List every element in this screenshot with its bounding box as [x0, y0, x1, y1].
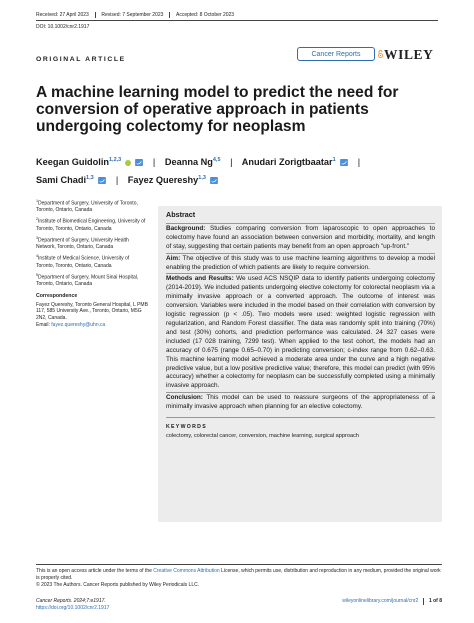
open-access-icon	[378, 50, 383, 58]
abstract-aim	[166, 255, 435, 273]
footer-left	[36, 598, 109, 612]
article-title: A machine learning model to predict the need for conversion of operative approach in patients undergoing colectomy for neoplasm	[36, 84, 399, 135]
affiliation-number: 1	[36, 199, 38, 203]
abstract-heading: Abstract	[166, 210, 196, 219]
affiliation-text: Department of Surgery, Mount Sinai Hospital, Toronto, Ontario, Canada	[36, 274, 139, 287]
page-footer	[36, 598, 442, 612]
abstract-text: The objective of this study was to use machine learning algorithms to develop a model enabling the prediction of which patients are likely to require conversion.	[166, 254, 435, 271]
license-text: License, which permits use, distribution and reproduction in any medium, provided the original work is properly cited.	[36, 568, 441, 581]
license-link[interactable]: Creative Commons Attribution	[153, 568, 220, 574]
journal-badge[interactable]	[297, 47, 375, 61]
affiliation-number: 2	[36, 217, 38, 222]
twitter-icon[interactable]	[340, 159, 348, 166]
correspondence-email-link[interactable]: fayez.quereshy@uhn.ca	[51, 321, 106, 328]
revised-date: Revised: 7 September 2023	[101, 12, 164, 18]
affiliation-text: Department of Surgery, University Health Network, Toronto, Ontario, Canada	[36, 237, 129, 251]
author-name[interactable]: Fayez Quereshy	[127, 175, 199, 186]
author-name[interactable]: Sami Chadi	[36, 175, 87, 186]
author-separator: |	[152, 157, 156, 168]
author-separator: |	[115, 175, 119, 186]
abstract-divider	[166, 392, 435, 393]
accepted-date: Accepted: 8 October 2023	[175, 12, 235, 18]
keywords-heading: KEYWORDS	[166, 417, 435, 432]
divider	[95, 12, 96, 18]
author-affil-sup[interactable]: 1	[332, 157, 336, 163]
affiliation-number: 3	[36, 235, 38, 240]
footer-doi-link[interactable]: https://doi.org/10.1002/cnr2.1917	[36, 604, 110, 611]
affiliation	[36, 198, 148, 214]
abstract-text: We used ACS NSQIP data to identify patients undergoing colectomy (2014-2019). We included patients undergoing elective colectomy for colorectal neoplasm via a minimally invasive approach or a converted approach. The outcome of interest was conversion. Variables were included in the model based on their correlation with conversion by logistic regression (p < .05). Two models were used: weighted logistic regression with regularization, and Random Forest classifier. The data was randomly split into training (70%) and test (30%) cohorts, and prediction performance was calculated. 24 327 cases were included (17 028 training, 7299 test). When applied to the test cohort, the models had an accuracy of 0.675 (range 0.65–0.70) in predicting conversion; c-index range from 0.62–0.63. This machine learning model achieved a moderate area under the curve and a high negative predictive value, but a low positive predictive value; therefore, this model can predict (with 95% accuracy) whether a colectomy for neoplasm can be successfully completed using a minimally invasive approach.	[166, 275, 436, 390]
affiliation-number: 4	[36, 254, 38, 259]
author-affil-sup[interactable]: 1,3	[198, 175, 206, 182]
email-label: Email:	[36, 321, 50, 328]
author-affil-sup[interactable]: 4,5	[212, 157, 221, 163]
received-dates-bar	[36, 12, 438, 21]
orcid-icon[interactable]	[125, 160, 131, 166]
affiliation-number: 5	[36, 272, 38, 277]
author-separator: |	[230, 157, 233, 168]
abstract-label: Conclusion:	[166, 394, 203, 402]
twitter-icon[interactable]	[210, 177, 218, 184]
license-footnote	[36, 564, 442, 588]
abstract-conclusion	[166, 394, 435, 412]
divider	[423, 598, 424, 605]
author-list	[36, 152, 446, 188]
footer-journal: Cancer Reports. 2024;7:e1917.	[36, 598, 106, 604]
affiliations-column	[36, 198, 148, 331]
affiliation	[36, 235, 148, 251]
author-name[interactable]: Keegan Guidolin	[36, 157, 109, 168]
publisher-logo[interactable]: WILEY	[384, 47, 434, 62]
section-label: ORIGINAL ARTICLE	[36, 56, 126, 63]
correspondence-text	[36, 302, 148, 328]
author-name[interactable]: Deanna Ng	[164, 157, 213, 168]
copyright-text: © 2023 The Authors. Cancer Reports published by Wiley Periodicals LLC.	[36, 581, 200, 588]
abstract-label: Methods and Results:	[166, 275, 234, 283]
author-affil-sup[interactable]: 1,2,3	[109, 157, 122, 163]
abstract-background	[166, 225, 435, 252]
abstract-text: This model can be used to reassure surgeons of the appropriateness of a minimally invasive approach when planning for an elective colectomy.	[166, 394, 435, 411]
doi-header[interactable]: DOI: 10.1002/cnr2.1917	[36, 24, 90, 30]
author-affil-sup[interactable]: 1,3	[86, 175, 94, 182]
abstract-label: Background:	[166, 224, 206, 232]
affiliation	[36, 253, 148, 269]
footer-right	[342, 598, 442, 612]
divider	[169, 12, 170, 18]
received-date: Received: 27 April 2023	[36, 12, 89, 18]
keywords-text: colectomy, colorectal cancer, conversion, machine learning, surgical approach	[166, 432, 359, 439]
footer-site-link[interactable]: wileyonlinelibrary.com/journal/cnr2	[342, 598, 419, 604]
abstract-text: Studies comparing conversion from laparoscopic to open approaches to colectomy have found an association between conversion and morbidity, mortality, and length of stay, suggesting that certain patients may benefit from an open approach "up-front."	[166, 224, 435, 250]
license-text: This is an open access article under the terms of the	[36, 568, 154, 574]
abstract-box	[158, 206, 442, 522]
twitter-icon[interactable]	[98, 177, 106, 184]
abstract-divider	[166, 223, 435, 224]
correspondence-address: Fayez Quereshy, Toronto General Hospital, L PMB 117, 585 University Ave., Toronto, Ontario, M5G 2N2, Canada.	[36, 301, 148, 321]
abstract-divider	[166, 273, 435, 274]
affiliation	[36, 216, 148, 232]
abstract-methods	[166, 275, 435, 391]
affiliation-text: Department of Surgery, University of Toronto, Toronto, Ontario, Canada	[36, 200, 138, 214]
abstract-label: Aim:	[166, 254, 181, 262]
twitter-icon[interactable]	[135, 159, 143, 166]
abstract-divider	[166, 253, 435, 254]
affiliation-text: Institute of Medical Science, University of Toronto, Toronto, Ontario, Canada	[36, 255, 130, 269]
affiliation	[36, 272, 148, 288]
author-separator: |	[357, 157, 361, 168]
affiliation-text: Institute of Biomedical Engineering, University of Toronto, Toronto, Ontario, Canada	[36, 219, 146, 232]
page-number: 1 of 8	[428, 598, 442, 604]
correspondence-heading: Correspondence	[36, 292, 78, 299]
author-name[interactable]: Anudari Zorigtbaatar	[241, 157, 333, 168]
journal-badge-label: Cancer Reports	[311, 50, 361, 58]
